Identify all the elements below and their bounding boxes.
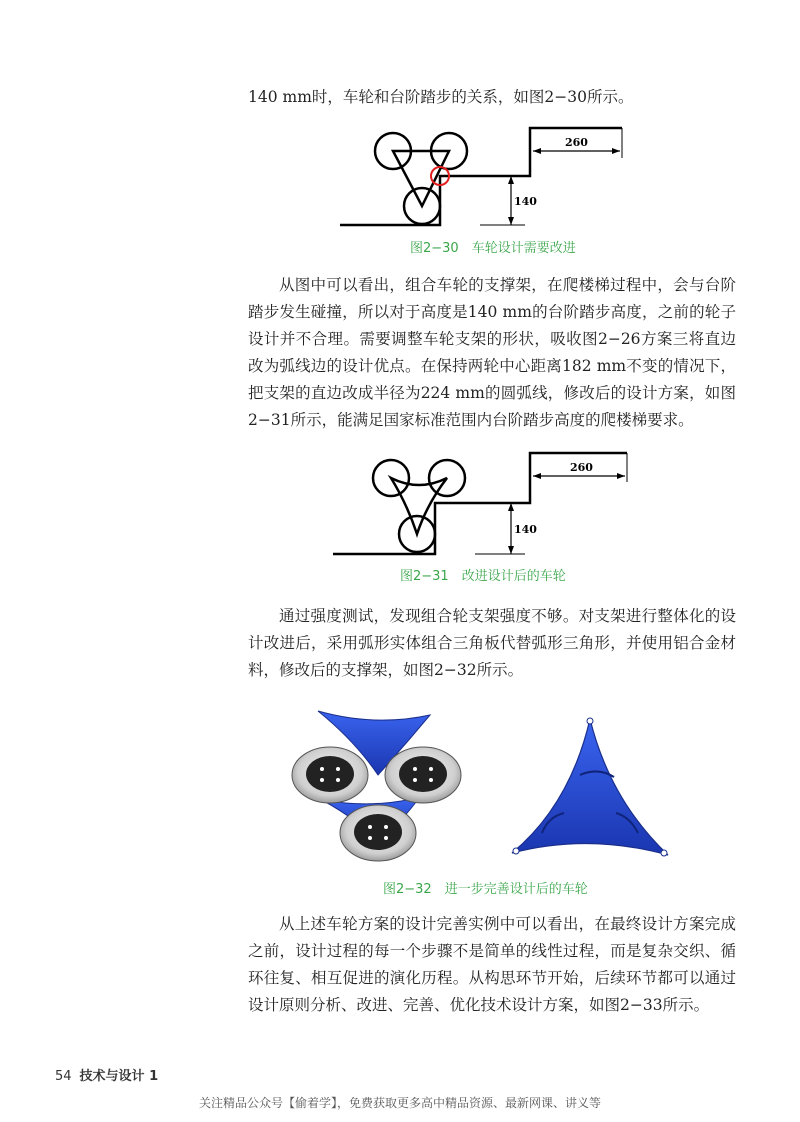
figure-2-30-caption: 图2−30 车轮设计需要改进 [410,241,576,256]
page-number: 54 [55,1069,72,1084]
figure-2-31-diagram [325,448,635,560]
dim-width-label: 260 [565,136,588,149]
dim-width-label: 260 [570,461,593,474]
wheel-left [292,747,368,803]
book-title: 技术与设计 1 [79,1069,159,1084]
assembled-triangle-plate [512,719,668,855]
dim-height-label: 140 [514,195,537,208]
arc-triangle-frame [391,478,447,534]
figure-2-31-caption: 图2−31 改进设计后的车轮 [400,569,566,584]
paragraph-3: 从上述车轮方案的设计完善实例中可以看出，在最终设计方案完成之前，设计过程的每一个步骤不是简单的线性过程，而是复杂交织、循环往复、相互促进的演化历程。从构思环节开始，后续环节都可以通过设计原则分析、改进、完善、优化技术设计方案，如图2−33所示。 [248,915,736,1014]
watermark-text: 关注精品公众号【偷着学】，免费获取更多高中精品资源、最新网课、讲义等 [198,1096,601,1110]
figure-2-32-caption: 图2−32 进一步完善设计后的车轮 [383,882,588,897]
paragraph-1: 从图中可以看出，组合车轮的支撑架，在爬楼梯过程中，会与台阶踏步发生碰撞，所以对于高度是140 mm的台阶踏步高度，之前的轮子设计并不合理。需要调整车轮支架的形状，吸收图2−26方案三将直边改为弧线边的设计优点。在保持两轮中心距离182 mm不变的情况下，把支架的直边改成半径为224 mm的圆弧线，修改后的设计方案，如图2−31所示，能满足国家标准范围内台阶踏步高度的爬楼梯要求。 [248,276,736,429]
page-footer [55,1065,158,1084]
dim-height-label: 140 [514,523,537,536]
figure-2-32-image [280,705,700,865]
intro-text: 140 mm时，车轮和台阶踏步的关系，如图2−30所示。 [248,88,634,106]
paragraph-2: 通过强度测试，发现组合轮支架强度不够。对支架进行整体化的设计改进后，采用弧形实体组合三角板代替弧形三角形，并使用铝合金材料，修改后的支撑架，如图2−32所示。 [248,607,736,679]
wheel-bottom [340,805,416,861]
figure-2-30-diagram [330,118,640,233]
wheel-right [385,747,461,803]
